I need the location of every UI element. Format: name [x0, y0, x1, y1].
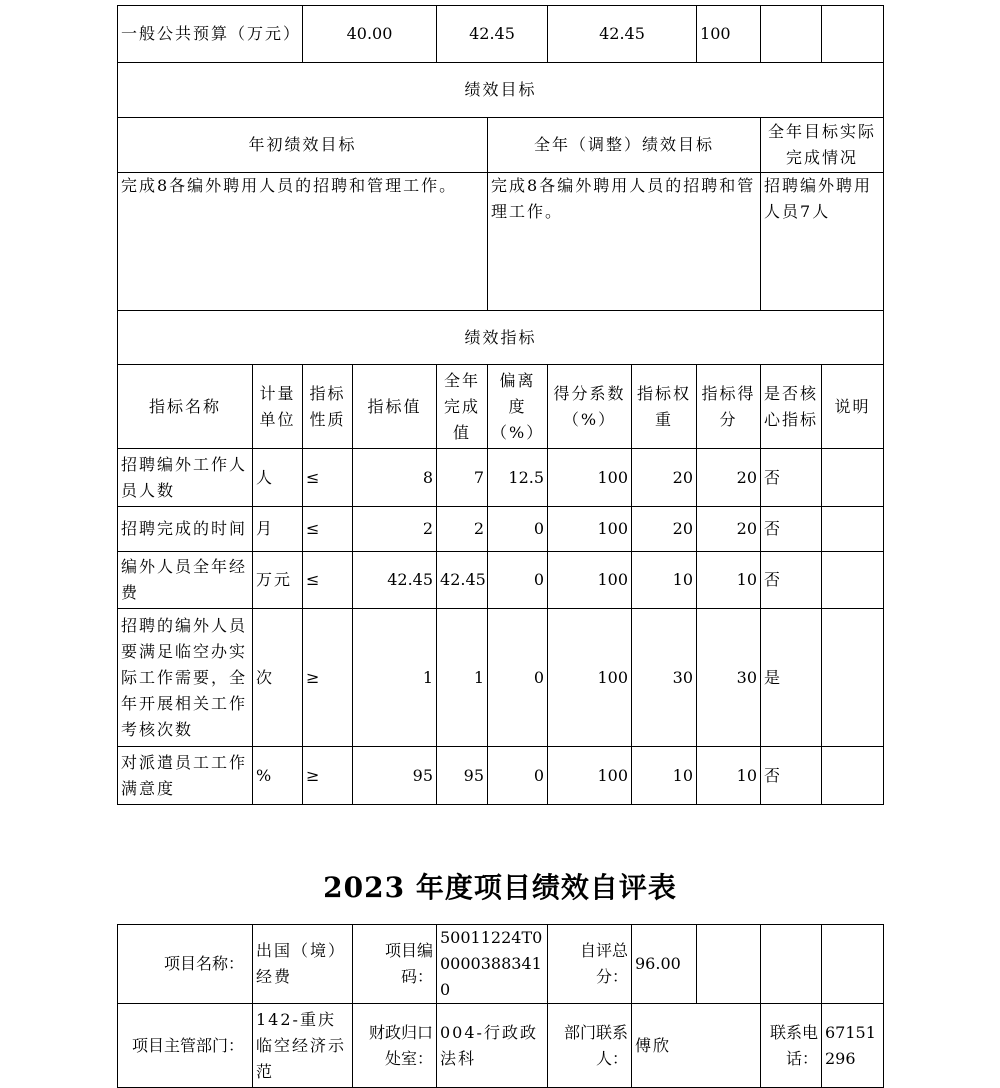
budget-value: 100 [697, 6, 761, 63]
indicator-weight: 20 [632, 449, 697, 507]
indicator-core: 否 [761, 552, 822, 609]
indicator-core: 否 [761, 747, 822, 805]
indicator-score: 10 [697, 747, 761, 805]
indicator-deviation: 0 [488, 552, 548, 609]
budget-value [822, 6, 884, 63]
indicator-header: 指标得分 [697, 365, 761, 449]
project-code-value: 50011224T000003883410 [437, 925, 548, 1004]
indicator-name: 招聘的编外人员要满足临空办实际工作需要，全年开展相关工作考核次数 [118, 609, 253, 747]
table-row [118, 449, 884, 507]
indicator-header: 得分系数（%） [548, 365, 632, 449]
table-row [118, 507, 884, 552]
indicator-header: 是否核心指标 [761, 365, 822, 449]
indicator-header: 偏离度（%） [488, 365, 548, 449]
indicator-header: 指标名称 [118, 365, 253, 449]
indicator-unit: % [253, 747, 303, 805]
indicator-actual: 2 [437, 507, 488, 552]
indicator-weight: 10 [632, 747, 697, 805]
goals-header: 全年目标实际完成情况 [761, 118, 884, 173]
indicator-name: 编外人员全年经费 [118, 552, 253, 609]
budget-value: 40.00 [303, 6, 437, 63]
indicator-header: 指标值 [353, 365, 437, 449]
page-title: 2023 年度项目绩效自评表 [323, 871, 677, 904]
goals-header-row [118, 118, 884, 173]
indicator-actual: 7 [437, 449, 488, 507]
indicator-deviation: 0 [488, 507, 548, 552]
project-name-value: 出国（境）经费 [253, 925, 353, 1004]
budget-value: 42.45 [548, 6, 697, 63]
table-row [118, 609, 884, 747]
indicator-nature: ≤ [303, 552, 353, 609]
indicator-header: 说明 [822, 365, 884, 449]
indicator-header: 计量单位 [253, 365, 303, 449]
indicator-target: 1 [353, 609, 437, 747]
goals-content-row [118, 173, 884, 311]
indicator-coef: 100 [548, 552, 632, 609]
project-info-table [117, 924, 884, 1088]
indicator-nature: ≤ [303, 449, 353, 507]
indicator-note [822, 747, 884, 805]
indicator-nature: ≤ [303, 507, 353, 552]
indicator-nature: ≥ [303, 609, 353, 747]
indicator-weight: 30 [632, 609, 697, 747]
score-value: 96.00 [632, 925, 697, 1004]
budget-row [118, 6, 884, 63]
indicator-coef: 100 [548, 507, 632, 552]
indicator-name: 招聘编外工作人员人数 [118, 449, 253, 507]
indicator-note [822, 507, 884, 552]
indicator-note [822, 552, 884, 609]
score-label: 自评总分： [548, 925, 632, 1004]
indicator-header: 全年完成值 [437, 365, 488, 449]
goal-adjusted: 完成8各编外聘用人员的招聘和管理工作。 [488, 173, 761, 311]
indicator-actual: 1 [437, 609, 488, 747]
indicators-section-title: 绩效指标 [118, 311, 884, 365]
indicator-score: 10 [697, 552, 761, 609]
indicator-deviation: 0 [488, 747, 548, 805]
dept-value: 142-重庆临空经济示范 [253, 1004, 353, 1088]
indicator-actual: 42.45 [437, 552, 488, 609]
office-label: 财政归口处室： [353, 1004, 437, 1088]
indicator-nature: ≥ [303, 747, 353, 805]
indicator-target: 8 [353, 449, 437, 507]
budget-label: 一般公共预算（万元） [118, 6, 303, 63]
indicator-score: 30 [697, 609, 761, 747]
indicator-note [822, 449, 884, 507]
phone-label: 联系电话： [761, 1004, 822, 1088]
goals-header: 全年（调整）绩效目标 [488, 118, 761, 173]
project-name-label: 项目名称： [118, 925, 253, 1004]
indicator-core: 否 [761, 507, 822, 552]
indicators-header-row [118, 365, 884, 449]
indicator-weight: 10 [632, 552, 697, 609]
indicator-name: 对派遣员工工作满意度 [118, 747, 253, 805]
table-row [118, 552, 884, 609]
office-value: 004-行政政法科 [437, 1004, 548, 1088]
indicator-deviation: 12.5 [488, 449, 548, 507]
indicator-unit: 次 [253, 609, 303, 747]
indicator-target: 2 [353, 507, 437, 552]
indicator-score: 20 [697, 507, 761, 552]
phone-value: 67151296 [822, 1004, 884, 1088]
indicator-weight: 20 [632, 507, 697, 552]
contact-label: 部门联系人： [548, 1004, 632, 1088]
indicator-unit: 人 [253, 449, 303, 507]
indicator-header: 指标性质 [303, 365, 353, 449]
budget-value: 42.45 [437, 6, 548, 63]
goal-actual: 招聘编外聘用人员7人 [761, 173, 884, 311]
goals-section-title: 绩效目标 [118, 63, 884, 118]
indicator-header: 指标权重 [632, 365, 697, 449]
indicator-target: 42.45 [353, 552, 437, 609]
contact-value: 傅欣 [632, 1004, 761, 1088]
indicator-unit: 万元 [253, 552, 303, 609]
indicator-note [822, 609, 884, 747]
indicator-unit: 月 [253, 507, 303, 552]
indicator-score: 20 [697, 449, 761, 507]
dept-label: 项目主管部门： [118, 1004, 253, 1088]
indicator-coef: 100 [548, 747, 632, 805]
project-code-label: 项目编码： [353, 925, 437, 1004]
indicator-target: 95 [353, 747, 437, 805]
performance-table [117, 5, 884, 805]
indicator-core: 是 [761, 609, 822, 747]
indicator-name: 招聘完成的时间 [118, 507, 253, 552]
budget-value [761, 6, 822, 63]
goals-header: 年初绩效目标 [118, 118, 488, 173]
indicator-coef: 100 [548, 609, 632, 747]
indicator-deviation: 0 [488, 609, 548, 747]
indicator-coef: 100 [548, 449, 632, 507]
indicator-actual: 95 [437, 747, 488, 805]
project-row [118, 925, 884, 1004]
goal-initial: 完成8各编外聘用人员的招聘和管理工作。 [118, 173, 488, 311]
indicator-core: 否 [761, 449, 822, 507]
project-row [118, 1004, 884, 1088]
table-row [118, 747, 884, 805]
